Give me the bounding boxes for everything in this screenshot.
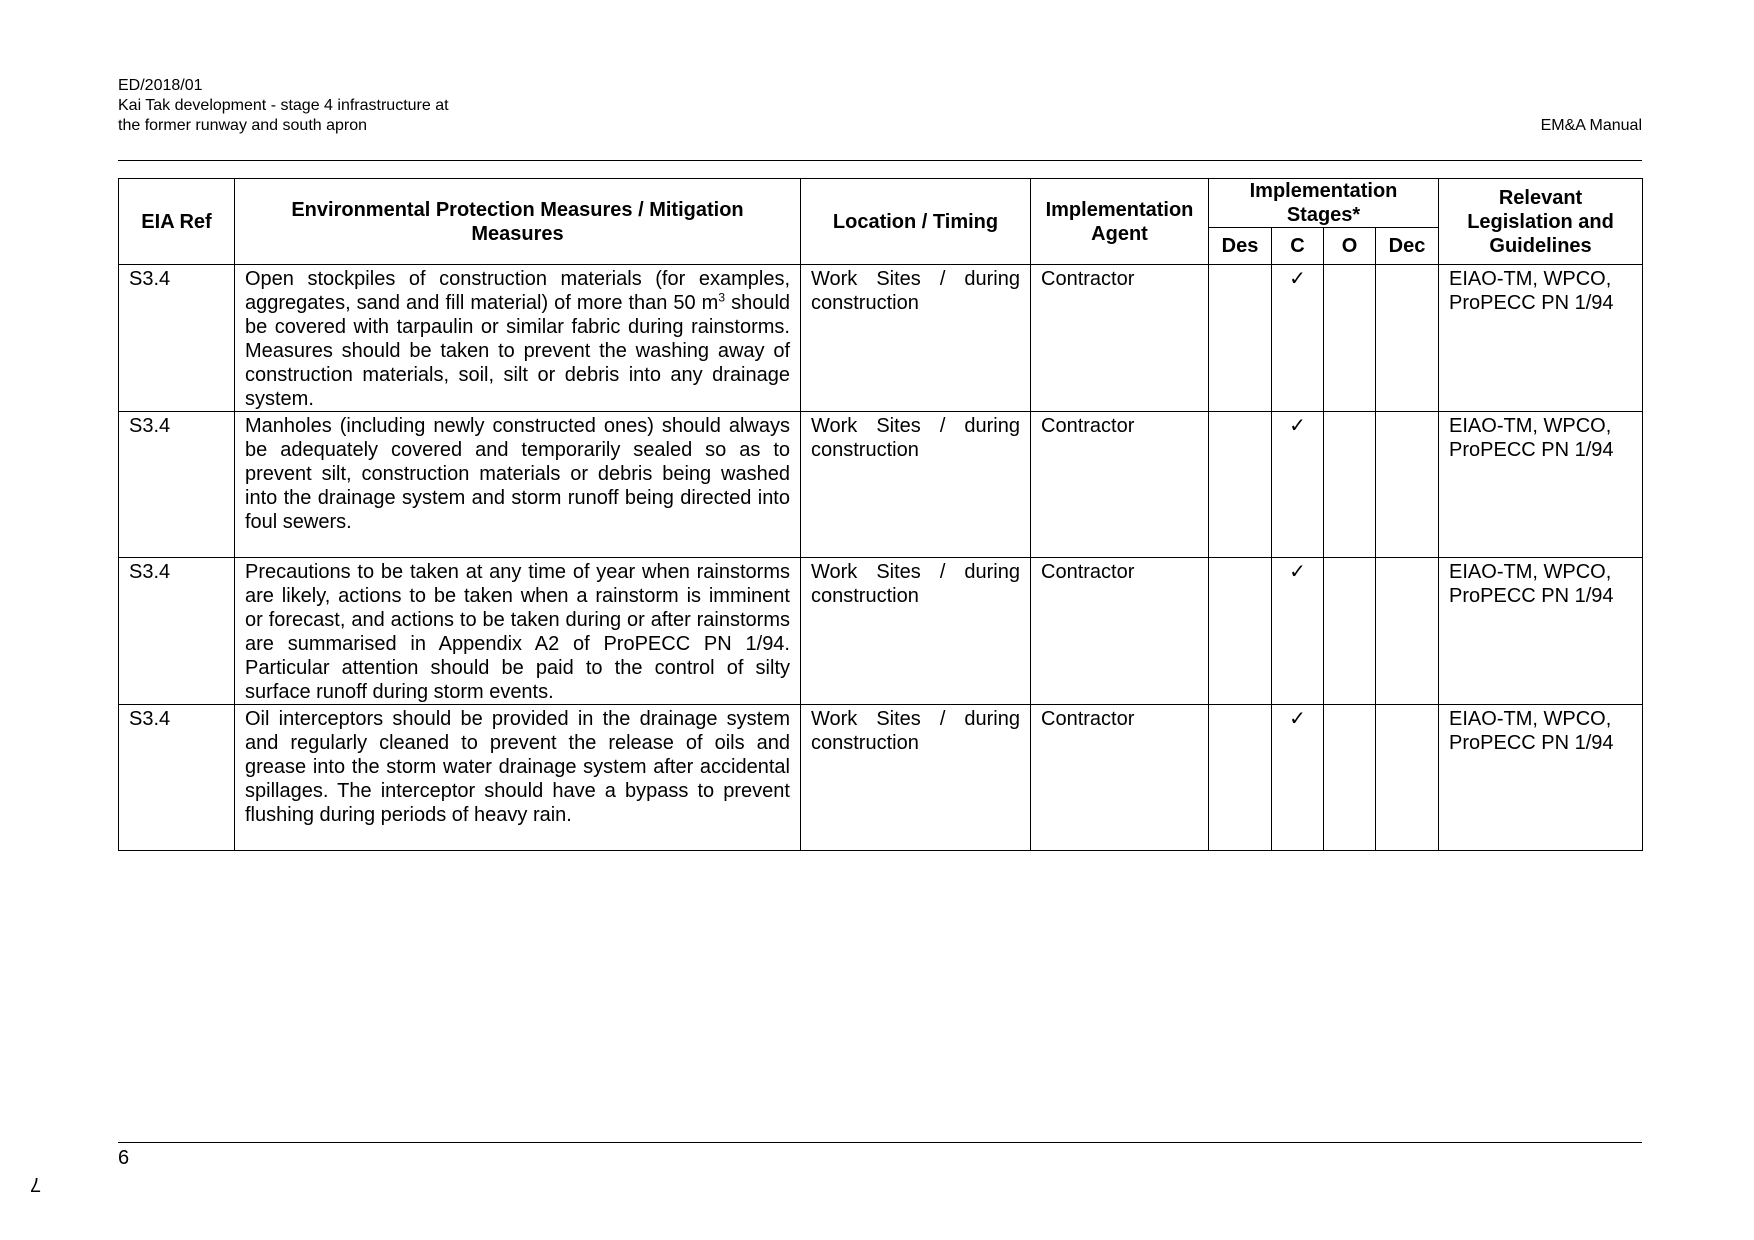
- stage-o-cell: [1324, 412, 1376, 558]
- project-title-line2: the former runway and south apron: [118, 117, 368, 134]
- col-legislation: Relevant Legislation and Guidelines: [1439, 179, 1643, 265]
- measure-text: Open stockpiles of construction materials (for examples, aggregates, sand and fill material) of more than 50 m: [245, 268, 790, 314]
- legislation-cell: EIAO-TM, WPCO, ProPECC PN 1/94: [1439, 412, 1643, 558]
- col-stages: Implementation Stages*: [1209, 179, 1439, 228]
- eia-ref-cell: S3.4: [119, 412, 235, 558]
- stage-des-cell: [1209, 412, 1272, 558]
- measure-text-tail: should be covered with tarpaulin or similar fabric during rainstorms. Measures should be taken to prevent the washing away of construction materials, soil, silt or debris into any drainage system.: [245, 292, 791, 410]
- agent-cell: Contractor: [1031, 265, 1209, 412]
- stage-o-cell: [1324, 265, 1376, 412]
- legislation-cell: EIAO-TM, WPCO, ProPECC PN 1/94: [1439, 265, 1643, 412]
- stage-c-check: ✓: [1272, 412, 1324, 558]
- location-cell: Work Sites / during construction: [801, 705, 1031, 851]
- stage-dec-cell: [1376, 558, 1439, 705]
- mitigation-measures-table: [118, 178, 1643, 851]
- side-page-number: 7: [30, 1173, 42, 1195]
- col-stage-c: C: [1272, 228, 1324, 265]
- project-title-line1: Kai Tak development - stage 4 infrastructure at: [118, 97, 449, 114]
- document-header: [118, 76, 449, 136]
- location-cell: Work Sites / during construction: [801, 265, 1031, 412]
- doc-ref: ED/2018/01: [118, 77, 203, 94]
- stage-o-cell: [1324, 558, 1376, 705]
- measure-cell: Manholes (including newly constructed ones) should always be adequately covered and temporarily sealed so as to prevent silt, construction materials or debris being washed into the drainage system and storm runoff being directed into foul sewers.: [235, 412, 801, 558]
- stage-des-cell: [1209, 558, 1272, 705]
- table-header-row: [119, 179, 1643, 228]
- table-row: [119, 558, 1643, 705]
- eia-ref-cell: S3.4: [119, 265, 235, 412]
- eia-ref-cell: S3.4: [119, 705, 235, 851]
- header-divider: [118, 160, 1642, 161]
- table-row: [119, 412, 1643, 558]
- location-cell: Work Sites / during construction: [801, 558, 1031, 705]
- agent-cell: Contractor: [1031, 412, 1209, 558]
- table-row: [119, 265, 1643, 412]
- col-stage-o: O: [1324, 228, 1376, 265]
- footer-divider: [118, 1142, 1642, 1143]
- stage-dec-cell: [1376, 412, 1439, 558]
- measure-cell: Oil interceptors should be provided in the drainage system and regularly cleaned to prevent the release of oils and grease into the storm water drainage system after accidental spillages. The interceptor should have a bypass to prevent flushing during periods of heavy rain.: [235, 705, 801, 851]
- measure-superscript: 3: [718, 290, 726, 305]
- agent-cell: Contractor: [1031, 705, 1209, 851]
- stage-c-check: ✓: [1272, 705, 1324, 851]
- eia-ref-cell: S3.4: [119, 558, 235, 705]
- page-number: 6: [118, 1147, 130, 1169]
- col-location: Location / Timing: [801, 179, 1031, 265]
- col-agent: Implementation Agent: [1031, 179, 1209, 265]
- stage-c-check: ✓: [1272, 265, 1324, 412]
- location-cell: Work Sites / during construction: [801, 412, 1031, 558]
- stage-c-check: ✓: [1272, 558, 1324, 705]
- legislation-cell: EIAO-TM, WPCO, ProPECC PN 1/94: [1439, 705, 1643, 851]
- table-row: [119, 705, 1643, 851]
- manual-label: EM&A Manual: [1540, 117, 1642, 134]
- col-measures: Environmental Protection Measures / Mitigation Measures: [235, 179, 801, 265]
- stage-dec-cell: [1376, 265, 1439, 412]
- measure-cell: [235, 265, 801, 412]
- stage-des-cell: [1209, 705, 1272, 851]
- measure-cell: Precautions to be taken at any time of year when rainstorms are likely, actions to be taken when a rainstorm is imminent or forecast, and actions to be taken during or after rainstorms are summarised in Appendix A2 of ProPECC PN 1/94. Particular attention should be paid to the control of silty surface runoff during storm events.: [235, 558, 801, 705]
- stage-dec-cell: [1376, 705, 1439, 851]
- col-eia-ref: EIA Ref: [119, 179, 235, 265]
- stage-o-cell: [1324, 705, 1376, 851]
- col-stage-dec: Dec: [1376, 228, 1439, 265]
- stage-des-cell: [1209, 265, 1272, 412]
- col-stage-des: Des: [1209, 228, 1272, 265]
- agent-cell: Contractor: [1031, 558, 1209, 705]
- legislation-cell: EIAO-TM, WPCO, ProPECC PN 1/94: [1439, 558, 1643, 705]
